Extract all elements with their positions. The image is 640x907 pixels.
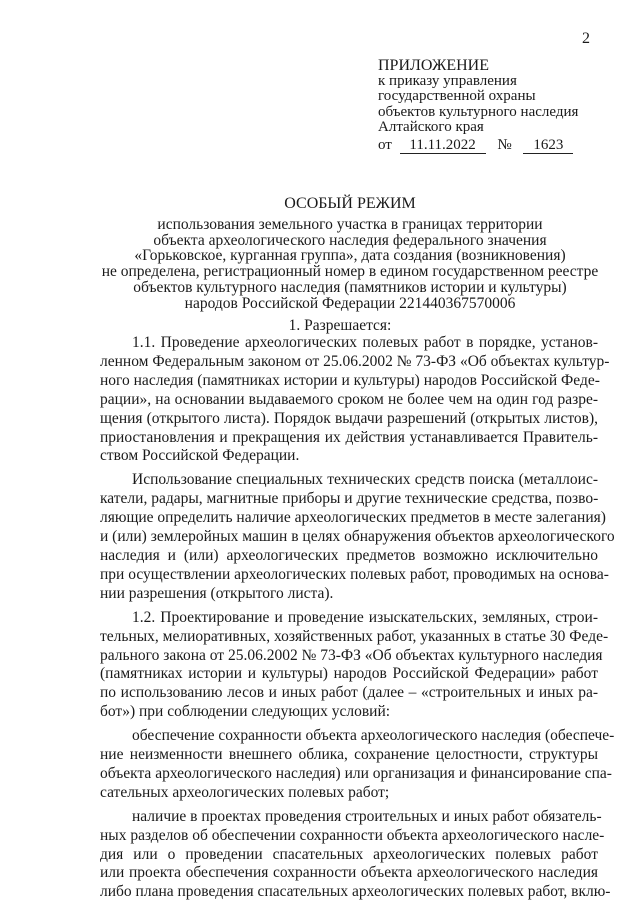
title-main: ОСОБЫЙ РЕЖИМ [284, 195, 416, 212]
text-line: обеспечение сохранности объекта археологического наследия (обеспече- [132, 727, 615, 745]
title-line: «Горьковское, курганная группа», дата создания (возникновения) [134, 247, 566, 265]
text-line: объекта археологического наследия) или организация и финансирование спа- [100, 764, 612, 782]
number-label: № [497, 136, 512, 153]
paragraph-1-1 [100, 334, 610, 466]
text-line: бот») при соблюдении следующих условий: [100, 703, 391, 721]
text-line: тельных, мелиоративных, хозяйственных работ, указанных в статье 30 Феде- [100, 627, 609, 645]
from-label: от [378, 136, 392, 153]
text-line: наличие в проектах проведения строительных и иных работ обязатель- [132, 807, 602, 825]
text-line: 1.1. Проведение археологических полевых работ в порядке, установ- [132, 334, 598, 351]
text-line: ляющие определить наличие археологических предметов в месте залегания) [100, 509, 606, 527]
paragraph-1-2 [100, 608, 609, 722]
text-line: рации», на основании выдаваемого сроком не более чем на один год разре- [100, 390, 598, 408]
text-line: дия или о проведении спасательных археологических полевых работ [100, 845, 598, 863]
appendix-line: объектов культурного наследия [378, 103, 579, 120]
title-line: объекта археологического наследия федерального значения [153, 231, 547, 249]
text-line: сательных археологических полевых работ; [100, 783, 390, 801]
text-line: Использование специальных технических средств поиска (металлоис- [132, 471, 598, 489]
title-line: объектов культурного наследия (памятников истории и культуры) [133, 278, 567, 296]
text-line: при осуществлении археологических полевых работ, проводимых на основа- [100, 565, 609, 583]
section-heading: 1. Разрешается: [288, 317, 392, 334]
text-line: ного наследия (памятниках истории и культуры) народов Российской Феде- [100, 371, 600, 389]
appendix-line: государственной охраны [378, 88, 536, 104]
appendix-line: Алтайского края [378, 119, 484, 135]
text-line: приостановления и прекращения их действия устанавливается Правитель- [100, 428, 598, 446]
text-line: щения (открытого листа). Порядок выдачи разрешений (открытых листов), [100, 409, 598, 427]
title-line: народов Российской Федерации 221440367570006 [184, 294, 516, 312]
order-number: 1623 [523, 138, 573, 154]
text-line: катели, радары, магнитные приборы и другие технические средства, позво- [100, 490, 599, 508]
text-line: ных разделов об обеспечении сохранности объекта археологического насле- [100, 826, 605, 844]
paragraph-equipment [100, 471, 615, 603]
order-date-number-line [378, 138, 578, 154]
text-line: наследия и (или) археологических предметов возможно исключительно [100, 546, 598, 564]
title-line: не определена, регистрационный номер в едином государственном реестре [101, 263, 599, 281]
paragraph-condition-1 [100, 727, 615, 803]
text-line: нии разрешения (открытого листа). [100, 584, 334, 602]
text-line: или проекта обеспечения сохранности объекта археологического наследия [100, 864, 598, 882]
page-number: 2 [582, 30, 590, 47]
text-line: ленном Федеральным законом от 25.06.2002 № 73-ФЗ «Об объектах культур- [100, 352, 610, 370]
order-date: 11.11.2022 [400, 138, 486, 154]
appendix-heading: ПРИЛОЖЕНИЕ [378, 57, 490, 74]
text-line: рального закона от 25.06.2002 № 73-ФЗ «Об объектах культурного наследия [100, 646, 603, 664]
text-line: по использованию лесов и иных работ (далее – «строительных и иных ра- [100, 684, 598, 702]
text-line: (памятниках истории и культуры) народов Российской Федерации» работ [100, 665, 598, 683]
text-line: либо плана проведения спасательных археологических полевых работ, вклю- [100, 883, 611, 901]
text-line: и (или) землеройных машин в целях обнаружения объектов археологического [100, 528, 615, 546]
text-line: ством Российской Федерации. [100, 447, 300, 465]
title-line: использования земельного участка в границах территории [157, 215, 543, 233]
document-title [80, 196, 620, 312]
appendix-line: к приказу управления [378, 72, 517, 89]
paragraph-condition-2 [100, 807, 611, 903]
document-body [100, 334, 615, 907]
text-line: ние неизменности внешнего облика, сохранение целостности, структуры [100, 746, 598, 764]
appendix-block [378, 58, 578, 154]
text-line: 1.2. Проектирование и проведение изыскательских, земляных, строи- [132, 608, 598, 626]
